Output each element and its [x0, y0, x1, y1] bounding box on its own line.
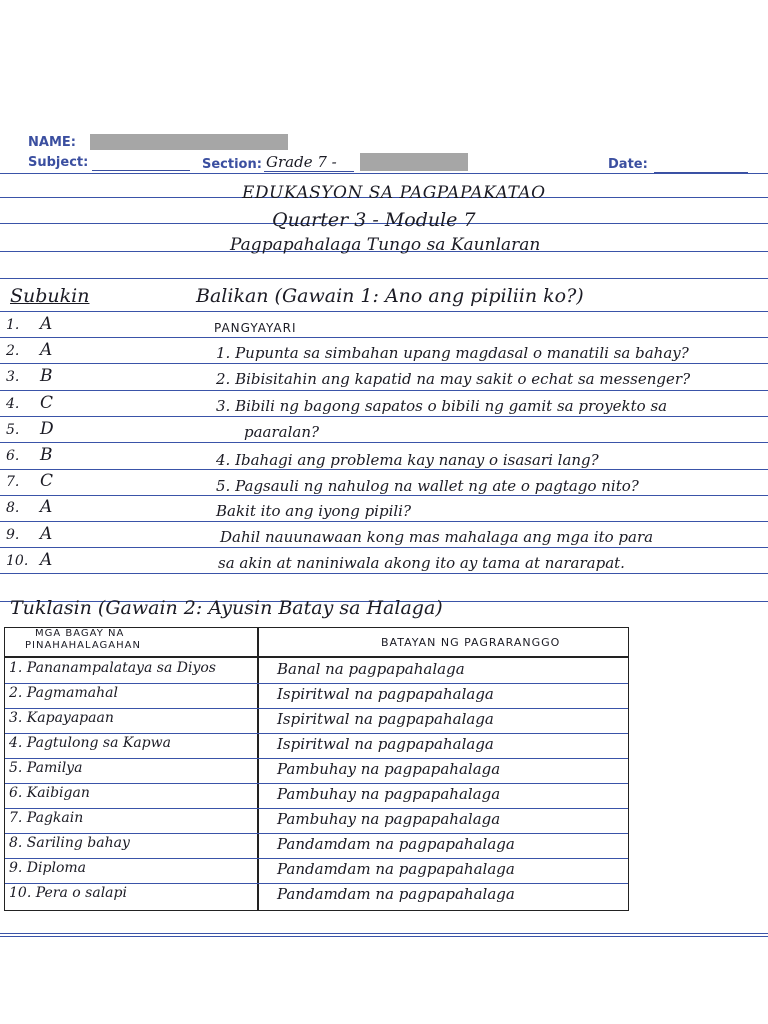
subject-label: Subject:	[28, 155, 89, 170]
table-row-basis: Pambuhay na pagpapahalaga	[277, 810, 501, 828]
table-row-item: 1. Pananampalataya sa Diyos	[9, 660, 216, 676]
table-row-rule	[5, 708, 628, 709]
subukin-item-number: 10.	[6, 552, 29, 569]
col2-header: BATAYAN NG PAGRARANGGO	[381, 636, 561, 649]
subukin-item-answer: A	[40, 314, 53, 334]
table-row-rule	[5, 808, 628, 809]
ranking-table	[4, 627, 629, 911]
balikan-heading: Balikan (Gawain 1: Ano ang pipiliin ko?)	[196, 285, 584, 307]
date-label: Date:	[608, 157, 648, 172]
subukin-item-answer: A	[40, 340, 53, 361]
subukin-item-answer: A	[40, 523, 53, 544]
table-row-rule	[5, 758, 628, 759]
ruled-line	[0, 173, 768, 174]
table-row-item: 3. Kapayapaan	[9, 710, 114, 726]
subukin-item-number: 8.	[6, 500, 20, 517]
table-row-basis: Ispiritwal na pagpapahalaga	[277, 735, 494, 753]
subukin-item-number: 9.	[6, 526, 20, 543]
tuklasin-heading: Tuklasin (Gawain 2: Ayusin Batay sa Halaga)	[10, 597, 443, 619]
ruled-line	[0, 573, 768, 574]
subukin-item-answer: A	[40, 549, 53, 570]
balikan-item: 3. Bibili ng bagong sapatos o bibili ng gamit sa proyekto sa	[216, 397, 668, 415]
section-label: Section:	[202, 157, 262, 172]
title-line3: Pagpapahalaga Tungo sa Kaunlaran	[230, 235, 541, 255]
balikan-item: 4. Ibahagi ang problema kay nanay o isasari lang?	[216, 451, 599, 469]
table-row-rule	[5, 733, 628, 734]
balikan-question: Bakit ito ang iyong pipili?	[216, 502, 412, 520]
table-row-basis: Ispiritwal na pagpapahalaga	[277, 685, 494, 703]
balikan-item: 1. Pupunta sa simbahan upang magdasal o manatili sa bahay?	[216, 344, 689, 362]
balikan-answer: sa akin at naniniwala akong ito ay tama at nararapat.	[218, 554, 625, 572]
date-line	[654, 172, 748, 173]
ruled-line	[0, 495, 768, 496]
ruled-line	[0, 337, 768, 338]
balikan-item: 2. Bibisitahin ang kapatid na may sakit o echat sa messenger?	[216, 370, 691, 388]
subukin-item-answer: C	[40, 471, 54, 492]
ruled-line	[0, 936, 768, 937]
table-row-item: 4. Pagtulong sa Kapwa	[9, 735, 171, 751]
table-row-item: 6. Kaibigan	[9, 785, 90, 801]
ruled-line	[0, 547, 768, 548]
subukin-item-number: 2.	[6, 343, 20, 360]
table-row-basis: Banal na pagpapahalaga	[277, 660, 465, 678]
table-row-basis: Pambuhay na pagpapahalaga	[277, 785, 501, 803]
col1-header: MGA BAGAY NA	[35, 628, 125, 639]
title-line1: EDUKASYON SA PAGPAPAKATAO	[242, 183, 546, 203]
pangyayari-label: PANGYAYARI	[214, 321, 297, 335]
redacted-section	[360, 153, 468, 171]
subukin-item-number: 5.	[6, 421, 20, 438]
table-row-item: 7. Pagkain	[9, 810, 84, 826]
balikan-item: 5. Pagsauli ng nahulog na wallet ng ate o pagtago nito?	[216, 477, 639, 495]
table-row-basis: Pandamdam na pagpapahalaga	[277, 885, 515, 903]
subukin-item-number: 3.	[6, 369, 20, 386]
ruled-line	[0, 278, 768, 279]
subukin-item-answer: A	[40, 497, 53, 518]
ruled-line	[0, 442, 768, 443]
table-row-item: 8. Sariling bahay	[9, 835, 130, 851]
subject-line	[92, 170, 190, 171]
table-row-rule	[5, 858, 628, 859]
balikan-item: paaralan?	[244, 423, 320, 441]
redacted-name	[90, 134, 288, 150]
ruled-line	[0, 416, 768, 417]
table-row-basis: Ispiritwal na pagpapahalaga	[277, 710, 494, 728]
table-header-divider	[5, 656, 628, 658]
subukin-item-number: 1.	[6, 317, 20, 333]
table-row-rule	[5, 833, 628, 834]
table-row-rule	[5, 683, 628, 684]
subukin-heading: Subukin	[10, 285, 90, 307]
table-column-divider	[257, 628, 259, 910]
subukin-item-answer: D	[40, 418, 54, 439]
table-row-rule	[5, 783, 628, 784]
table-row-basis: Pandamdam na pagpapahalaga	[277, 835, 515, 853]
table-row-item: 5. Pamilya	[9, 760, 83, 776]
subukin-item-number: 7.	[6, 474, 20, 491]
subukin-item-number: 6.	[6, 448, 20, 464]
name-label: NAME:	[28, 135, 76, 150]
subukin-item-answer: B	[40, 366, 53, 387]
subukin-item-answer: B	[40, 445, 53, 465]
ruled-line	[0, 311, 768, 312]
ruled-line	[0, 933, 768, 934]
section-line	[264, 171, 354, 172]
table-row-basis: Pandamdam na pagpapahalaga	[277, 860, 515, 878]
title-line2: Quarter 3 - Module 7	[272, 209, 476, 231]
section-value: Grade 7 -	[266, 153, 337, 171]
subukin-item-answer: C	[40, 392, 54, 413]
subukin-item-number: 4.	[6, 395, 20, 412]
col1-header: PINAHAHALAGAHAN	[25, 640, 141, 651]
table-row-basis: Pambuhay na pagpapahalaga	[277, 760, 501, 778]
ruled-line	[0, 521, 768, 522]
table-row-item: 2. Pagmamahal	[9, 685, 118, 701]
table-row-item: 10. Pera o salapi	[9, 885, 127, 901]
ruled-line	[0, 390, 768, 391]
table-row-rule	[5, 883, 628, 884]
ruled-line	[0, 363, 768, 364]
table-row-item: 9. Diploma	[9, 860, 86, 876]
notebook-sheet	[0, 85, 768, 943]
ruled-line	[0, 469, 768, 470]
balikan-answer: Dahil nauunawaan kong mas mahalaga ang mga ito para	[220, 528, 654, 546]
